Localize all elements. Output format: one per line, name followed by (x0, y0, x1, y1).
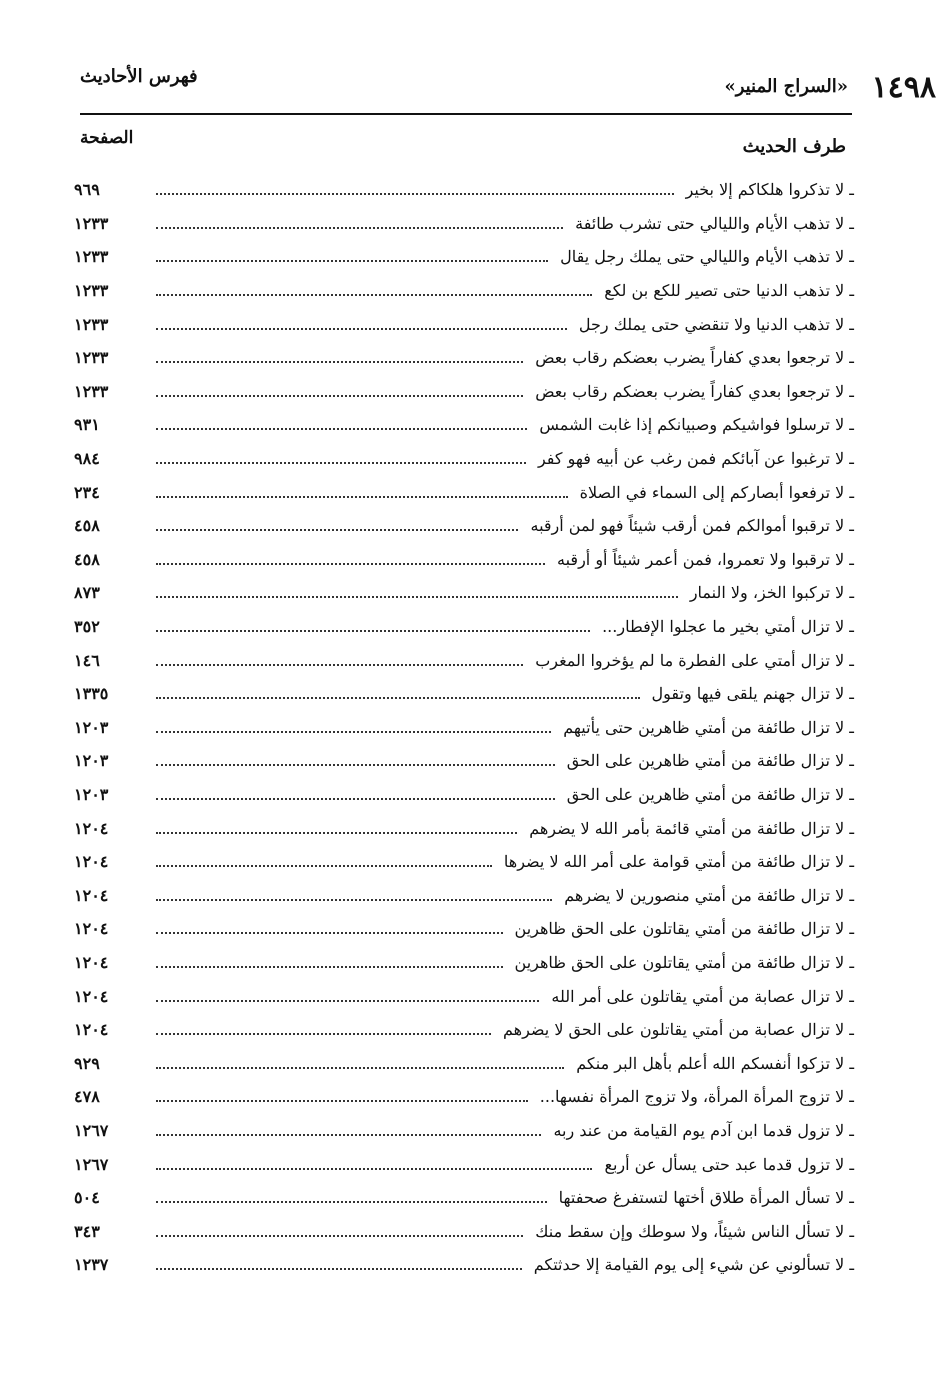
index-entry (66, 979, 854, 1013)
entry-text: ـ لا ترغبوا عن آبائكم فمن رغب عن أبيه فهو كفر (537, 449, 854, 469)
entry-page-number: ١٤٦ (74, 650, 100, 670)
entry-page-number: ١٢٣٣ (74, 213, 109, 233)
entry-page-number: ١٢٣٣ (74, 247, 109, 267)
entry-page-number: ٩٦٩ (74, 180, 100, 200)
section-title: فهرس الأحاديث (80, 66, 198, 87)
entry-text: ـ لا تركبوا الخز، ولا النمار (689, 583, 854, 603)
dot-leader (156, 192, 674, 195)
index-entry (66, 274, 854, 308)
entry-text: ـ لا تذهب الدنيا حتى تصير للكع بن لكع (604, 281, 854, 301)
entry-page-number: ٥٠٤ (74, 1188, 100, 1208)
entry-text: ـ لا تزال أمتي بخير ما عجلوا الإفطار... (602, 617, 854, 637)
index-entry (66, 677, 854, 711)
entry-text: ـ لا تزال عصابة من أمتي يقاتلون على الحق لا يضرهم (502, 1020, 854, 1040)
entry-page-number: ١٢٠٤ (74, 986, 109, 1006)
index-entry (66, 912, 854, 946)
running-header (80, 62, 936, 108)
dot-leader (156, 797, 555, 800)
index-entry (66, 845, 854, 879)
book-title: «السراج المنير» (724, 76, 848, 97)
entry-page-number: ١٢٣٣ (74, 281, 109, 301)
entry-page-number: ١٢٠٣ (74, 717, 109, 737)
entry-text: ـ لا تزال طائفة من أمتي يقاتلون على الحق ظاهرين (514, 952, 854, 972)
dot-leader (156, 965, 503, 968)
entry-page-number: ١٢٠٤ (74, 1020, 109, 1040)
entry-text: ـ لا تزوج المرأة المرأة، ولا تزوج المرأة نفسها... (539, 1087, 854, 1107)
entry-page-number: ١٢٠٤ (74, 919, 109, 939)
entry-text: ـ لا تزال جهنم يلقى فيها وتقول (651, 684, 854, 704)
index-entry (66, 509, 854, 543)
entry-text: ـ لا تزول قدما عبد حتى يسأل عن أربع (604, 1154, 854, 1174)
column-header-page: الصفحة (80, 128, 134, 148)
entry-text: ـ لا تزال عصابة من أمتي يقاتلون على أمر الله (551, 986, 854, 1006)
dot-leader (156, 1066, 564, 1069)
entry-page-number: ١٢٠٣ (74, 784, 109, 804)
index-entry (66, 744, 854, 778)
dot-leader (156, 1200, 547, 1203)
index-entry (66, 240, 854, 274)
index-entry (66, 341, 854, 375)
dot-leader (156, 898, 552, 901)
index-entry (66, 543, 854, 577)
entry-page-number: ٨٧٣ (74, 583, 100, 603)
index-entry (66, 576, 854, 610)
dot-leader (156, 293, 592, 296)
entry-text: ـ لا تزال طائفة من أمتي ظاهرين على الحق (566, 751, 854, 771)
entry-text: ـ لا تزال طائفة من أمتي ظاهرين حتى يأتيهم (563, 717, 854, 737)
index-entry (66, 1248, 854, 1282)
entry-text: ـ لا تزال طائفة من أمتي يقاتلون على الحق ظاهرين (514, 919, 854, 939)
dot-leader (156, 1032, 491, 1035)
dot-leader (156, 1133, 541, 1136)
dot-leader (156, 595, 678, 598)
entry-text: ـ لا تذهب الأيام والليالي حتى يملك رجل يقال (560, 247, 854, 267)
entry-page-number: ١٢٦٧ (74, 1120, 109, 1140)
index-entry (66, 1147, 854, 1181)
entry-text: ـ لا تسأل الناس شيئاً، ولا سوطك وإن سقط منك (535, 1221, 854, 1241)
index-entry (66, 878, 854, 912)
dot-leader (156, 394, 523, 397)
entry-page-number: ٩٨٤ (74, 449, 100, 469)
entry-page-number: ١٢٠٤ (74, 952, 109, 972)
index-entry (66, 711, 854, 745)
index-entry (66, 643, 854, 677)
entry-page-number: ٤٥٨ (74, 516, 100, 536)
entry-page-number: ١٢٦٧ (74, 1154, 109, 1174)
entry-text: ـ لا ترجعوا بعدي كفاراً يضرب بعضكم رقاب بعض (535, 348, 854, 368)
entry-text: ـ لا تزال طائفة من أمتي منصورين لا يضرهم (564, 885, 854, 905)
index-entry (66, 811, 854, 845)
dot-leader (156, 562, 545, 565)
entry-text: ـ لا ترفعوا أبصاركم إلى السماء في الصلاة (579, 482, 854, 502)
entry-text: ـ لا تزول قدما ابن آدم يوم القيامة من عند ربه (553, 1120, 854, 1140)
dot-leader (156, 528, 518, 531)
entry-page-number: ١٢٣٣ (74, 348, 109, 368)
dot-leader (156, 999, 539, 1002)
entry-page-number: ١٢٠٤ (74, 852, 109, 872)
entry-text: ـ لا تزال أمتي على الفطرة ما لم يؤخروا المغرب (535, 650, 854, 670)
index-entry (66, 946, 854, 980)
entry-page-number: ١٢٠٤ (74, 818, 109, 838)
entry-text: ـ لا تذهب الدنيا ولا تنقضي حتى يملك رجل (578, 314, 854, 334)
column-header-hadith: طرف الحديث (742, 136, 846, 157)
entry-text: ـ لا تذكروا هلكاكم إلا بخير (685, 180, 854, 200)
entry-page-number: ٣٥٢ (74, 617, 100, 637)
dot-leader (156, 931, 503, 934)
entry-text: ـ لا تزال طائفة من أمتي قائمة بأمر الله لا يضرهم (529, 818, 854, 838)
entry-page-number: ١٢٣٣ (74, 314, 109, 334)
dot-leader (156, 1099, 528, 1102)
entry-page-number: ١٢٣٧ (74, 1255, 109, 1275)
dot-leader (156, 461, 526, 464)
index-entry (66, 307, 854, 341)
index-entry (66, 1080, 854, 1114)
entry-page-number: ١٢٣٣ (74, 381, 109, 401)
dot-leader (156, 663, 523, 666)
entry-page-number: ٩٢٩ (74, 1053, 100, 1073)
entry-text: ـ لا تسأل المرأة طلاق أختها لتستفرغ صحفتها (558, 1188, 854, 1208)
entry-text: ـ لا ترقبوا أموالكم فمن أرقب شيئاً فهو لمن أرقبه (530, 516, 854, 536)
hadith-index-list (66, 173, 854, 1282)
dot-leader (156, 327, 567, 330)
entry-text: ـ لا تسألوني عن شيء إلى يوم القيامة إلا حدثتكم (533, 1255, 854, 1275)
dot-leader (156, 730, 551, 733)
entry-page-number: ٤٧٨ (74, 1087, 100, 1107)
entry-text: ـ لا ترجعوا بعدي كفاراً يضرب بعضكم رقاب بعض (535, 381, 854, 401)
dot-leader (156, 831, 517, 834)
index-entry (66, 1181, 854, 1215)
dot-leader (156, 259, 548, 262)
dot-leader (156, 864, 492, 867)
index-entry (66, 778, 854, 812)
index-entry (66, 475, 854, 509)
dot-leader (156, 696, 640, 699)
entry-text: ـ لا تذهب الأيام والليالي حتى تشرب طائفة (575, 213, 854, 233)
dot-leader (156, 629, 590, 632)
header-rule (80, 113, 852, 115)
column-headers (80, 128, 852, 164)
page-number: ١٤٩٨ (871, 70, 936, 105)
index-entry (66, 408, 854, 442)
entry-text: ـ لا تزال طائفة من أمتي ظاهرين على الحق (566, 784, 854, 804)
dot-leader (156, 763, 555, 766)
dot-leader (156, 495, 568, 498)
dot-leader (156, 226, 563, 229)
entry-text: ـ لا تزال طائفة من أمتي قوامة على أمر الله لا يضرها (503, 852, 854, 872)
entry-page-number: ١٢٠٤ (74, 885, 109, 905)
index-entry (66, 1013, 854, 1047)
index-entry (66, 442, 854, 476)
index-entry (66, 173, 854, 207)
index-entry (66, 207, 854, 241)
dot-leader (156, 427, 527, 430)
index-entry (66, 1214, 854, 1248)
entry-page-number: ٩٣١ (74, 415, 100, 435)
dot-leader (156, 1234, 523, 1237)
index-entry (66, 1114, 854, 1148)
index-entry (66, 375, 854, 409)
entry-text: ـ لا تزكوا أنفسكم الله أعلم بأهل البر منكم (576, 1053, 854, 1073)
entry-page-number: ١٢٠٣ (74, 751, 109, 771)
entry-page-number: ٣٤٣ (74, 1221, 100, 1241)
dot-leader (156, 360, 523, 363)
entry-page-number: ١٣٣٥ (74, 684, 109, 704)
dot-leader (156, 1167, 592, 1170)
index-entry (66, 610, 854, 644)
index-entry (66, 1046, 854, 1080)
entry-page-number: ٢٣٤ (74, 482, 100, 502)
entry-text: ـ لا ترسلوا فواشيكم وصبيانكم إذا غابت الشمس (539, 415, 854, 435)
entry-page-number: ٤٥٨ (74, 549, 100, 569)
entry-text: ـ لا ترقبوا ولا تعمروا، فمن أعمر شيئاً أو أرقبه (557, 549, 854, 569)
dot-leader (156, 1267, 522, 1270)
